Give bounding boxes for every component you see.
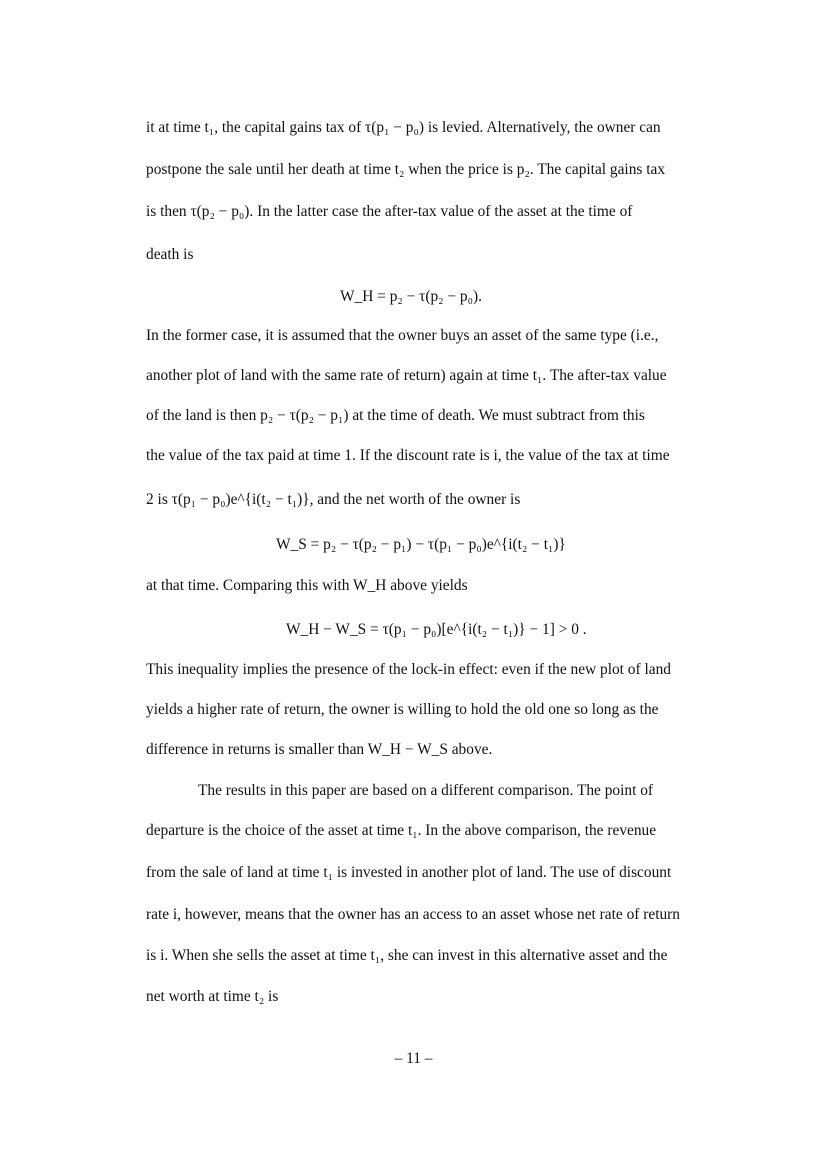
equation-wh: W_H = p₂ − τ(p₂ − p₀).	[340, 288, 482, 305]
text-line-17: rate i, however, means that the owner has an access to an asset whose net rate of return	[146, 906, 680, 923]
text-line-11: This inequality implies the presence of the lock-in effect: even if the new plot of land	[146, 661, 671, 678]
text-line-5: In the former case, it is assumed that the owner buys an asset of the same type (i.e.,	[146, 327, 659, 344]
text-line-6: another plot of land with the same rate of return) again at time t₁. The after-tax value	[146, 367, 667, 384]
text-line-19: net worth at time t₂ is	[146, 988, 279, 1005]
text-line-10: at that time. Comparing this with W_H above yields	[146, 577, 468, 594]
text-line-3: is then τ(p₂ − p₀). In the latter case the after-tax value of the asset at the time of	[146, 203, 633, 220]
text-line-8: the value of the tax paid at time 1. If the discount rate is i, the value of the tax at time	[146, 447, 670, 464]
page-number: – 11 –	[394, 1050, 433, 1067]
text-line-13: difference in returns is smaller than W_H − W_S above.	[146, 741, 493, 758]
text-line-9: 2 is τ(p₁ − p₀)e^{i(t₂ − t₁)}, and the net worth of the owner is	[146, 491, 521, 508]
text-line-16: from the sale of land at time t₁ is invested in another plot of land. The use of discount	[146, 864, 672, 881]
text-line-1: it at time t₁, the capital gains tax of τ(p₁ − p₀) is levied. Alternatively, the owner can	[146, 119, 661, 136]
text-line-18: is i. When she sells the asset at time t₁, she can invest in this alternative asset and the	[146, 947, 668, 964]
text-line-7: of the land is then p₂ − τ(p₂ − p₁) at the time of death. We must subtract from this	[146, 407, 645, 424]
text-line-4: death is	[146, 246, 194, 263]
text-line-14: The results in this paper are based on a different comparison. The point of	[198, 782, 654, 799]
text-line-15: departure is the choice of the asset at time t₁. In the above comparison, the revenue	[146, 822, 657, 839]
text-line-2: postpone the sale until her death at time t₂ when the price is p₂. The capital gains tax	[146, 161, 666, 178]
text-line-12: yields a higher rate of return, the owner is willing to hold the old one so long as the	[146, 701, 659, 718]
equation-ws: W_S = p₂ − τ(p₂ − p₁) − τ(p₁ − p₀)e^{i(t₂ − t₁)}	[276, 536, 566, 553]
equation-wh-minus-ws: W_H − W_S = τ(p₁ − p₀)[e^{i(t₂ − t₁)} − 1] > 0 .	[286, 621, 587, 638]
